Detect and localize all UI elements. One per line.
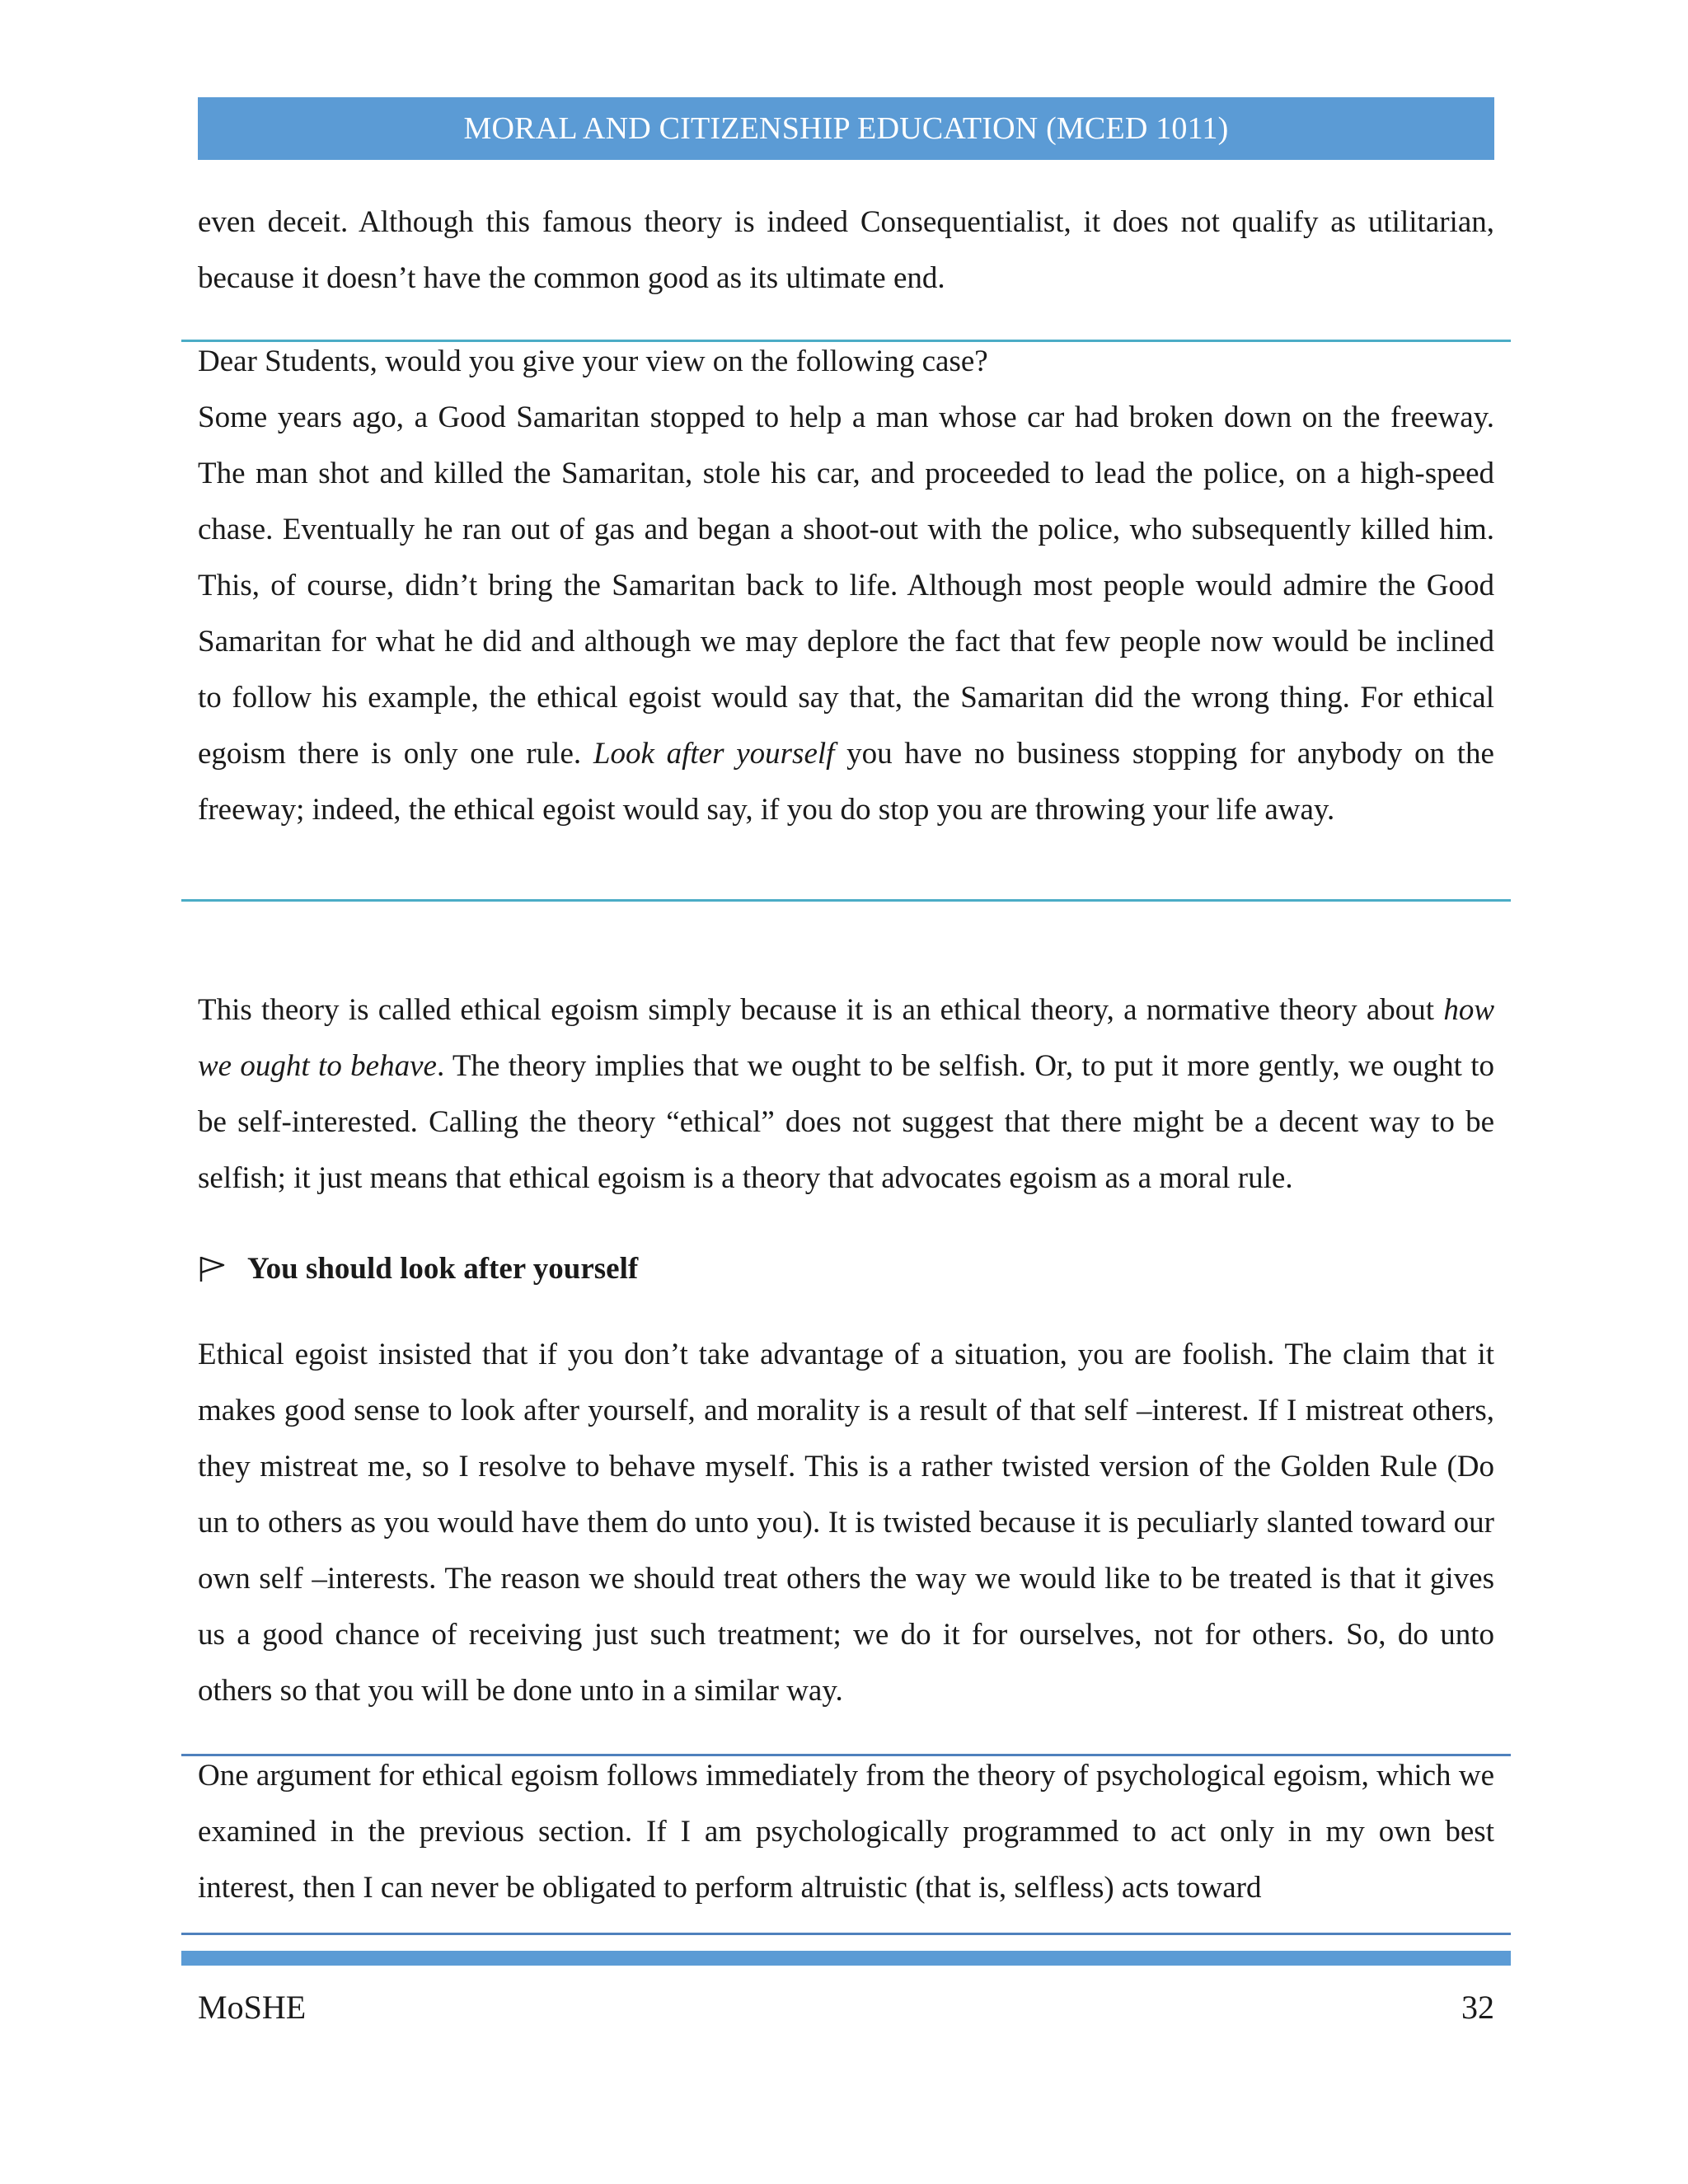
page-header — [198, 97, 1494, 160]
case-story-part-2: you have no business stopping for anybody on the freeway; indeed, the ethical egoist would say, if you do stop you are throwing your life away. — [198, 737, 1494, 827]
case-story-part-1: Some years ago, a Good Samaritan stopped to help a man whose car had broken down on the freeway. The man shot and killed the Samaritan, stole his car, and proceeded to lead the police, on a high-speed chase. Eventually he ran out of gas and began a shoot-out with the police, who subsequently killed him. This, of course, didn’t bring the Samaritan back to life. Although most people would admire the Good Samaritan for what he did and although we may deplore the fact that few people now would be inclined to follow his example, the ethical egoist would say that, the Samaritan did the wrong thing. For ethical egoism there is only one rule. — [198, 401, 1494, 771]
case-story-italic: Look after yourself — [593, 737, 835, 771]
page-number: 32 — [1461, 1989, 1494, 2026]
theory-text-part-2: . The theory implies that we ought to be selfish. Or, to put it more gently, we ought to be self-interested. Calling the theory “ethical” does not suggest that there might be a decent way to be selfish; it just means that ethical egoism is a theory that advocates egoism as a moral rule. — [198, 1049, 1494, 1195]
flag-icon — [198, 1254, 227, 1284]
intro-paragraph — [198, 194, 1494, 307]
theory-text-italic: how we ought to behave — [198, 993, 1494, 1083]
case-prompt: Dear Students, would you give your view on the following case? — [198, 344, 988, 378]
theory-paragraph — [198, 982, 1494, 1207]
intro-text: even deceit. Although this famous theory is indeed Consequentialist, it does not qualify as utilitarian, because it doesn’t have the common good as its ultimate end. — [198, 205, 1494, 295]
theory-text — [198, 982, 1494, 1207]
egoist-text: Ethical egoist insisted that if you don’t take advantage of a situation, you are foolish. The claim that it makes good sense to look after yourself, and morality is a result of that self –interest. If I mistreat others, they mistreat me, so I resolve to behave myself. This is a rather twisted version of the Golden Rule (Do un to others as you would have them do unto you). It is twisted because it is peculiarly slanted toward our own self –interests. The reason we should treat others the way we would like to be treated is that it gives us a good chance of receiving just such treatment; we do it for ourselves, not for others. So, do unto others so that you will be done unto in a similar way. — [198, 1338, 1494, 1708]
section-heading-text: You should look after yourself — [247, 1252, 639, 1286]
theory-text-part-1: This theory is called ethical egoism simply because it is an ethical theory, a normative theory about — [198, 993, 1444, 1027]
section-heading — [198, 1251, 638, 1286]
case-story — [198, 390, 1494, 838]
footer-thin-rule — [181, 1933, 1511, 1935]
case-box-bottom-rule — [181, 899, 1511, 902]
case-box — [198, 334, 1494, 838]
footer-org: MoSHE — [198, 1989, 307, 2026]
argument-text: One argument for ethical egoism follows immediately from the theory of psychological egoism, which we examined in the previous section. If I am psychologically programmed to act only in my own best interest, then I can never be obligated to perform altruistic (that is, selfless) acts toward — [198, 1759, 1494, 1905]
argument-paragraph — [198, 1748, 1494, 1916]
header-title: MORAL AND CITIZENSHIP EDUCATION (MCED 1011) — [463, 111, 1229, 146]
egoist-paragraph — [198, 1327, 1494, 1719]
footer-bar — [181, 1951, 1511, 1966]
